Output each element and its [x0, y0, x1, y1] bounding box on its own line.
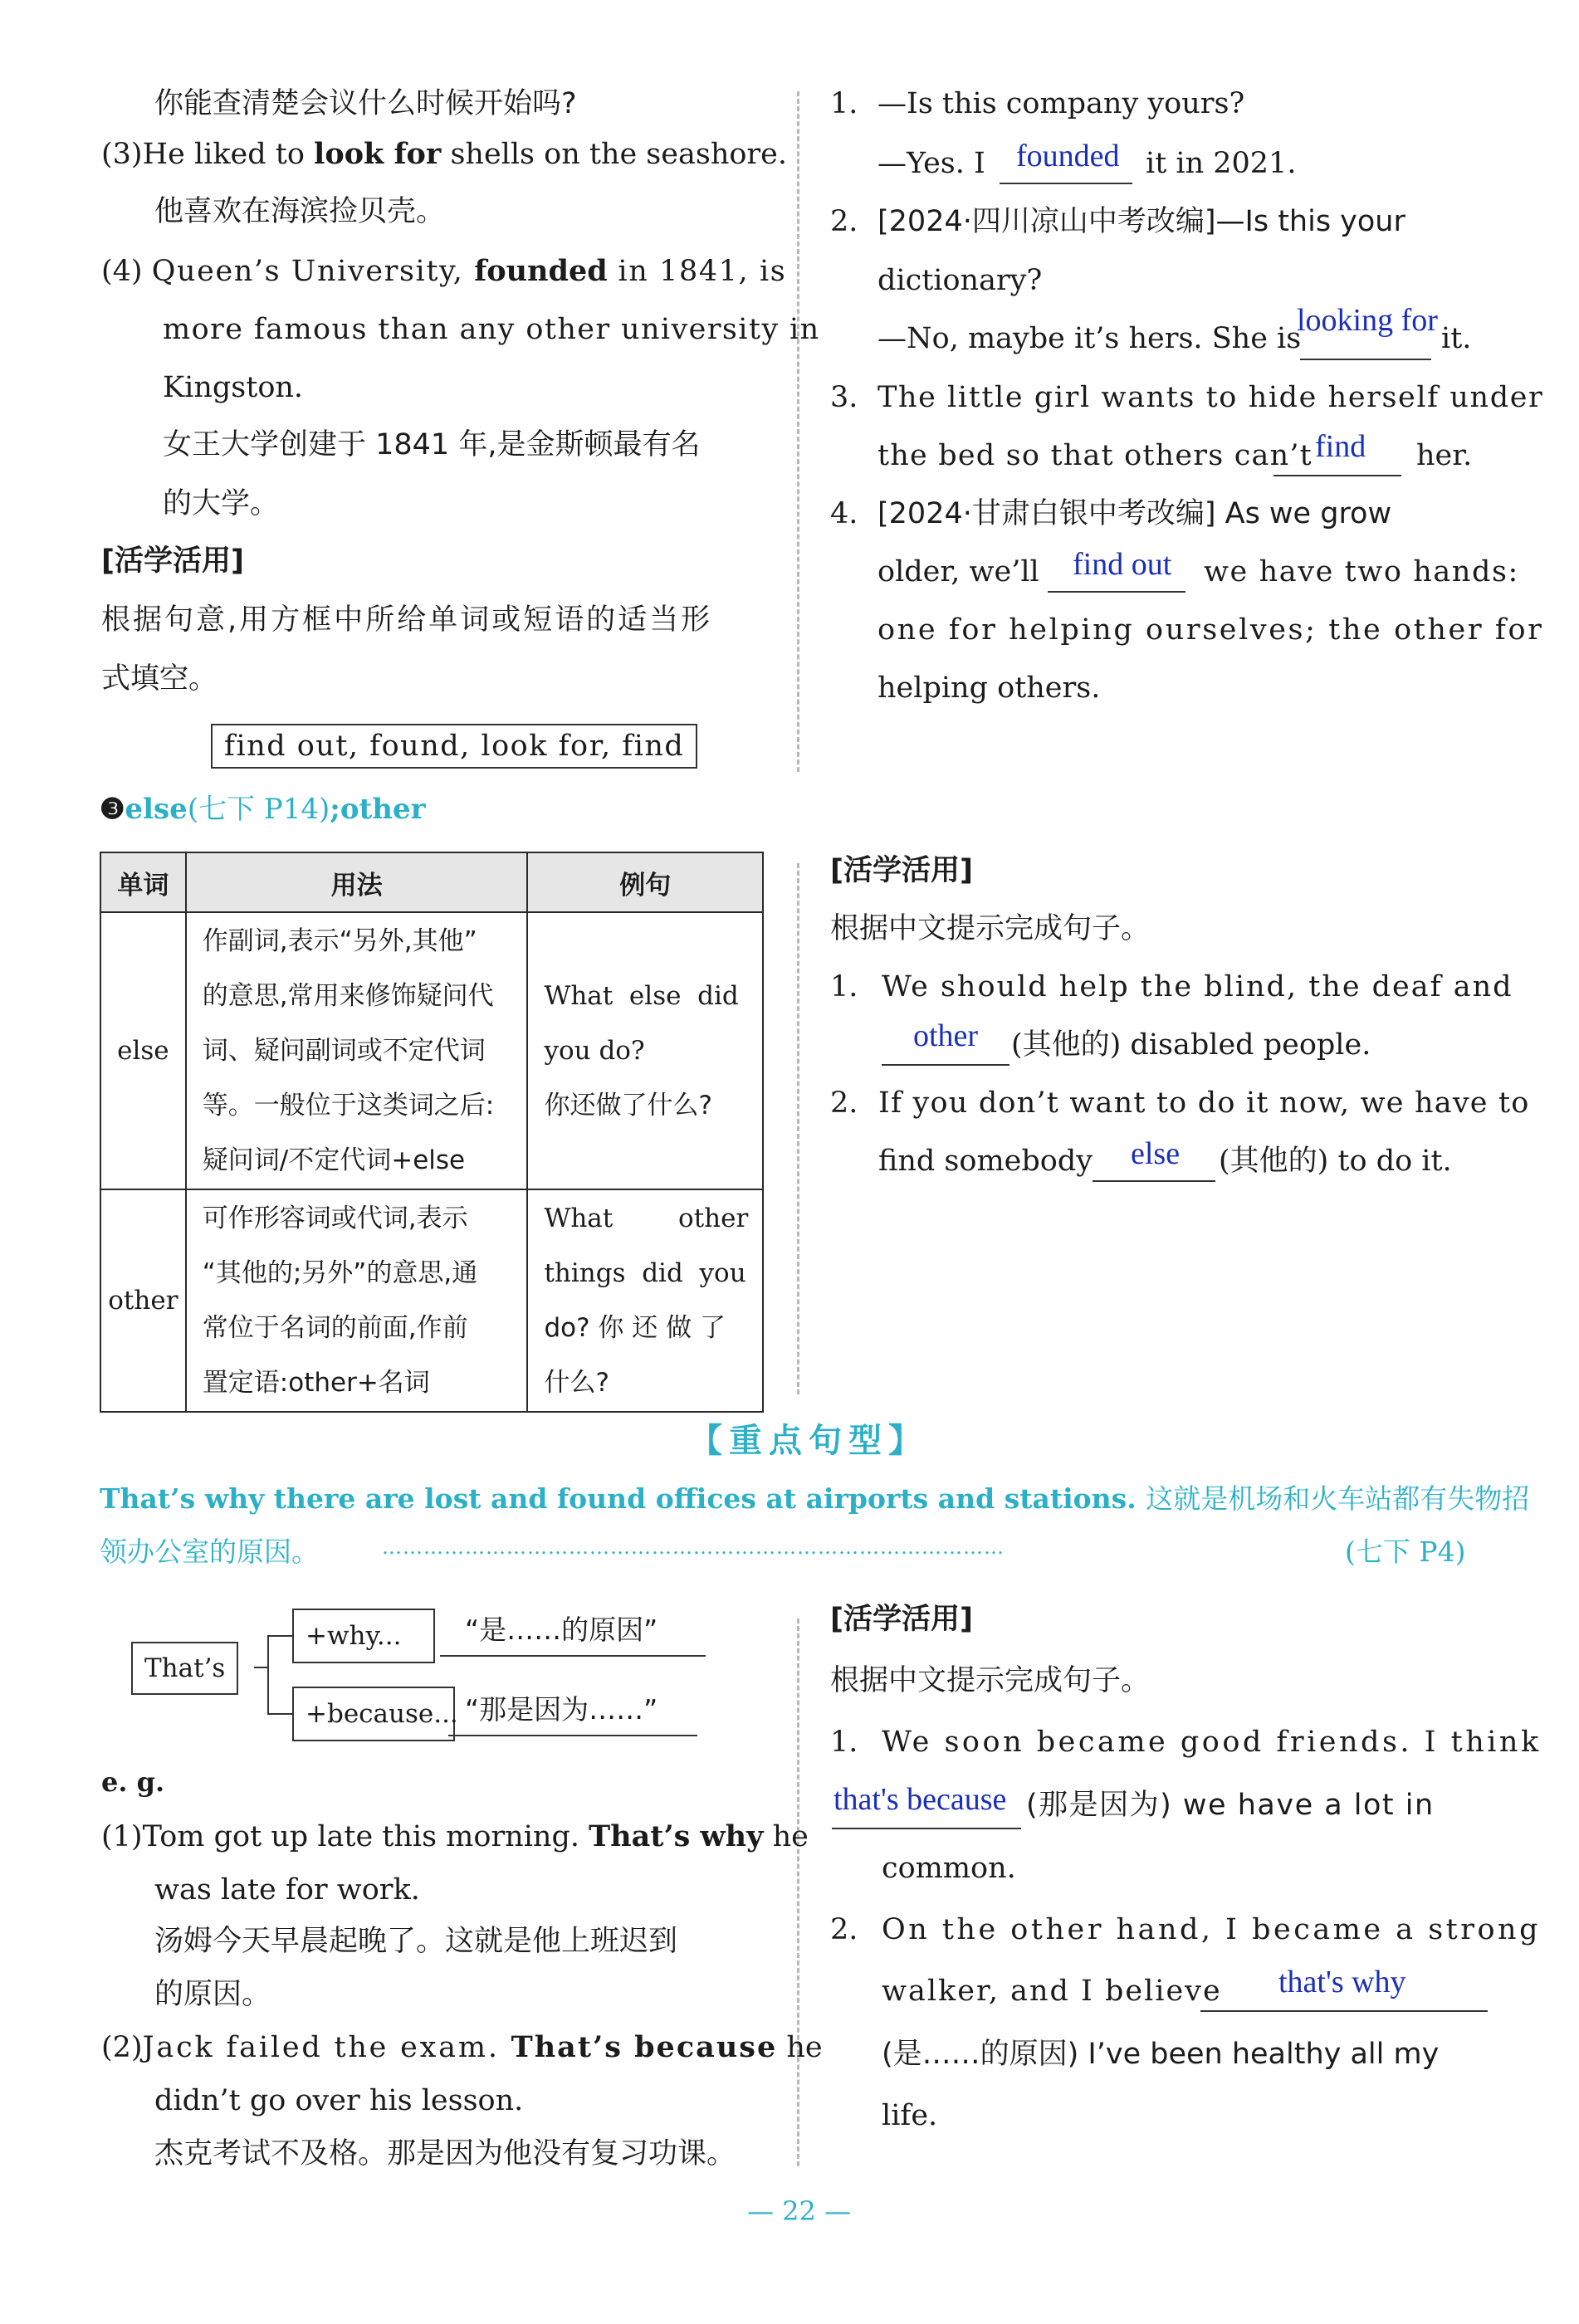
meaning-underline [440, 1655, 706, 1657]
example-text: shells on the seashore. [441, 138, 787, 171]
q6-blank [1093, 1180, 1215, 1182]
example-line: 什么? [544, 1368, 609, 1398]
practice-instruction-2: 式填空。 [101, 662, 218, 696]
q1-line1: —Is this company yours? [877, 87, 1245, 120]
q2-line1: [2024·四川凉山中考改编]—Is this your [877, 205, 1405, 238]
diagram-because-meaning: “那是因为……” [465, 1693, 658, 1726]
usage-line: 作副词,表示“另外,其他” [202, 926, 477, 956]
table-example-cell [527, 912, 763, 1189]
usage-line: 等。一般位于这类词之后: [202, 1091, 495, 1120]
q8-line1: On the other hand, I became a strong [882, 1913, 1541, 1946]
example-4-line3: Kingston. [163, 371, 304, 404]
example-number: (3) [101, 138, 143, 171]
q8-line3: (是……的原因) I’ve been healthy all my [882, 2038, 1440, 2071]
example-text: He liked to [142, 138, 315, 171]
usage-line: “其他的;另外”的意思,通 [202, 1258, 478, 1288]
example-number: (2) [101, 2031, 143, 2064]
diagram-root: That’s [131, 1642, 238, 1695]
word-box: find out, found, look for, find [211, 724, 697, 769]
q5-line1: We should help the blind, the deaf and [882, 970, 1513, 1003]
q4-answer: find out [1073, 547, 1172, 582]
example-line: things did you [544, 1258, 746, 1288]
example-4-translation-2: 的大学。 [163, 487, 280, 520]
q6-line1: If you don’t want to do it now, we have to [878, 1086, 1530, 1120]
practice-instruction: 根据句意,用方框中所给单词或短语的适当形 [101, 603, 713, 637]
q8-number: 2. [830, 1913, 858, 1946]
meaning-underline [448, 1735, 697, 1736]
example-text: Queen’s University, [151, 255, 475, 288]
example-3-translation: 他喜欢在海滨捡贝壳。 [154, 195, 446, 228]
table-header-cell: 用法 [186, 852, 528, 912]
key-pattern-dots: ……………………………………………………………………………… [382, 1536, 1005, 1559]
keyword: That’s why [589, 1819, 764, 1853]
q4-number: 4. [830, 497, 858, 530]
q3-blank [1273, 475, 1401, 476]
example-line: you do? [544, 1036, 645, 1066]
diagram-why: +why... [292, 1609, 435, 1663]
example-6 [101, 2030, 823, 2065]
keyword: look for [314, 137, 442, 171]
q8-line2-start: walker, and I believe [882, 1975, 1222, 2008]
example-line: What else did [544, 981, 739, 1011]
page-number: — 22 — [747, 2195, 852, 2227]
example-6-translation: 杰克考试不及格。那是因为他没有复习功课。 [154, 2137, 736, 2170]
q6-answer: else [1131, 1136, 1181, 1171]
usage-line: 置定语:other+名词 [202, 1368, 430, 1398]
q4-line2-start: older, we’ll [877, 555, 1039, 588]
q3-number: 3. [830, 381, 858, 414]
example-text: he [763, 1820, 809, 1853]
q5-answer: other [913, 1018, 979, 1053]
usage-table [100, 852, 764, 1413]
diagram-why-meaning: “是……的原因” [465, 1614, 658, 1646]
eg-label: e. g. [101, 1766, 165, 1798]
practice-title-2: [活学活用] [830, 854, 973, 887]
q5-blank [882, 1064, 1009, 1066]
key-pattern-reference: (七下 P4) [1345, 1536, 1466, 1568]
table-header-row [100, 852, 763, 912]
practice-title-3: [活学活用] [830, 1603, 973, 1636]
q5-line2: (其他的) disabled people. [1011, 1028, 1371, 1062]
usage-line: 可作形容词或代词,表示 [202, 1204, 468, 1233]
q6-line2-end: (其他的) to do it. [1219, 1145, 1452, 1178]
keyword: That’s because [511, 2030, 778, 2064]
table-example-cell [527, 1189, 763, 1412]
example-4 [101, 254, 786, 289]
example-6-line2: didn’t go over his lesson. [154, 2084, 524, 2117]
section-word: else [125, 793, 188, 826]
table-usage-cell [186, 1189, 528, 1412]
q2-line3-start: —No, maybe it’s hers. She is [877, 322, 1302, 355]
example-text: he [777, 2031, 823, 2064]
q6-number: 2. [830, 1086, 858, 1120]
usage-line: 的意思,常用来修饰疑问代 [202, 981, 494, 1011]
section-reference: (七下 P14) [187, 793, 330, 826]
example-line: What other [544, 1204, 749, 1233]
column-divider-bottom [797, 1618, 799, 2166]
column-divider-top [797, 91, 799, 772]
q3-answer: find [1315, 429, 1366, 464]
connector [267, 1635, 292, 1637]
table-header-cell: 单词 [100, 852, 186, 912]
example-text: Tom got up late this morning. [142, 1820, 589, 1853]
diagram-because: +because... [292, 1687, 455, 1741]
practice-title: [活学活用] [101, 544, 244, 578]
section-word-2: ;other [330, 793, 426, 826]
example-5 [101, 1819, 809, 1854]
key-pattern-sentence [100, 1482, 1529, 1516]
table-row [100, 1189, 763, 1412]
q1-blank [1000, 183, 1132, 184]
q5-number: 1. [830, 970, 858, 1003]
section-number: ❸ [100, 793, 125, 826]
q6-line2-start: find somebody [878, 1145, 1093, 1178]
example-text: Jack failed the exam. [142, 2031, 511, 2064]
keyword: founded [474, 254, 608, 288]
example-3 [101, 137, 787, 172]
example-5-translation-2: 的原因。 [154, 1978, 271, 2011]
example-line: 你还做了什么? [544, 1091, 712, 1120]
q3-line1: The little girl wants to hide herself under [877, 381, 1544, 414]
q4-line4: helping others. [877, 671, 1101, 705]
example-4-translation: 女王大学创建于 1841 年,是金斯顿最有名 [163, 428, 701, 461]
example-5-line2: was late for work. [154, 1873, 420, 1907]
connector [267, 1713, 292, 1715]
q1-number: 1. [830, 87, 858, 120]
table-word-cell: else [100, 912, 186, 1189]
practice-instruction-3: 根据中文提示完成句子。 [830, 912, 1151, 945]
q7-line2: (那是因为) we have a lot in [1026, 1789, 1435, 1822]
example-text: in 1841, is [607, 255, 787, 288]
q7-blank [832, 1828, 1021, 1829]
q8-answer: that's why [1278, 1965, 1406, 1999]
q2-blank [1300, 359, 1431, 360]
q7-line3: common. [882, 1852, 1016, 1885]
column-divider-middle [797, 863, 799, 1394]
q8-line4: life. [882, 2099, 938, 2132]
usage-line: 疑问词/不定代词+else [202, 1145, 466, 1175]
key-pattern-english: That’s why there are lost and found offices at airports and stations. [100, 1482, 1137, 1515]
q3-line2-start: the bed so that others can’t [877, 439, 1313, 472]
section-3-title [100, 793, 426, 827]
example-number: (4) [101, 255, 143, 288]
q1-line2-start: —Yes. I [877, 147, 985, 180]
example-number: (1) [101, 1820, 143, 1853]
connector [267, 1635, 269, 1715]
q4-line3: one for helping ourselves; the other for [877, 613, 1544, 647]
table-header-cell: 例句 [527, 852, 763, 912]
table-row [100, 912, 763, 1189]
q2-answer: looking for [1297, 303, 1438, 338]
q8-blank [1200, 2010, 1488, 2012]
example-5-translation: 汤姆今天早晨起晚了。这就是他上班迟到 [154, 1925, 678, 1958]
q7-line1: We soon became good friends. I think [882, 1726, 1542, 1759]
key-pattern-chinese-2: 领办公室的原因。 [100, 1536, 319, 1568]
table-word-cell: other [100, 1189, 186, 1412]
example-4-line2: more famous than any other university in [163, 313, 820, 346]
q4-blank [1048, 591, 1185, 593]
q4-line2-end: we have two hands: [1204, 555, 1519, 588]
q1-answer: founded [1016, 139, 1120, 173]
key-pattern-chinese: 这就是机场和火车站都有失物招 [1146, 1482, 1530, 1515]
usage-line: 词、疑问副词或不定代词 [202, 1036, 486, 1066]
key-pattern-heading: 【重点句型】 [689, 1422, 928, 1460]
usage-line: 常位于名词的前面,作前 [202, 1313, 468, 1343]
example-line: do? 你 还 做 了 [544, 1313, 726, 1343]
q2-number: 2. [830, 205, 858, 238]
q3-line2-end: her. [1416, 439, 1473, 472]
q1-line2-end: it in 2021. [1146, 147, 1297, 180]
table-usage-cell [186, 912, 528, 1189]
q2-line3-end: it. [1441, 322, 1472, 355]
q7-number: 1. [830, 1726, 858, 1759]
practice-instruction-4: 根据中文提示完成句子。 [830, 1664, 1151, 1697]
q4-line1: [2024·甘肃白银中考改编] As we grow [877, 497, 1392, 530]
q7-answer: that's because [833, 1782, 1007, 1817]
q2-line2: dictionary? [877, 264, 1043, 297]
example-translation: 你能查清楚会议什么时候开始吗? [154, 87, 577, 120]
